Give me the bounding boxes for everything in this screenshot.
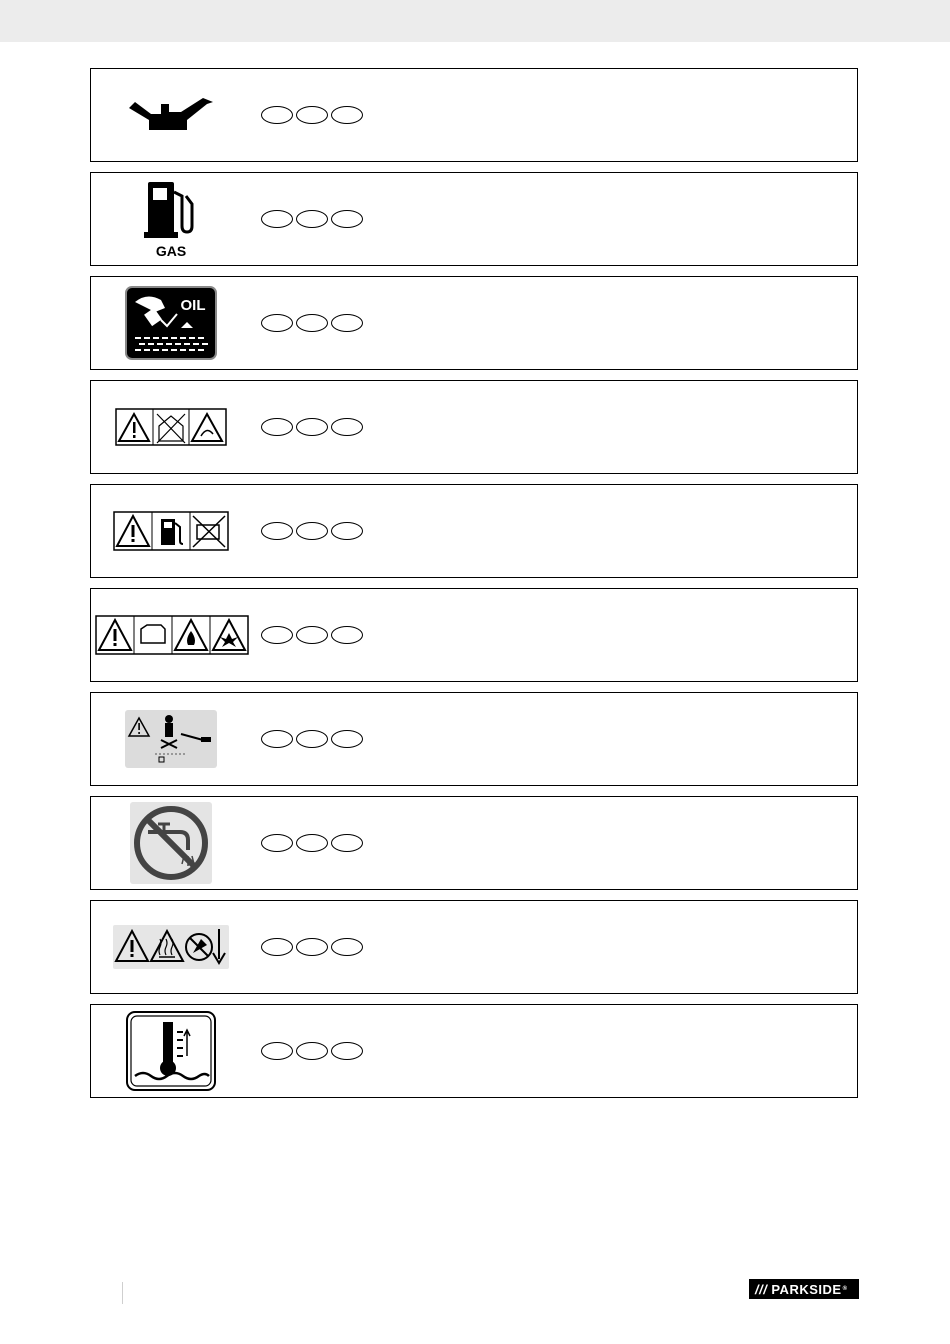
language-oval [331, 938, 363, 956]
bystanders-away-warning-icon [91, 693, 251, 785]
logo-text: PARKSIDE [771, 1281, 842, 1297]
symbol-row-fire-explosion [90, 588, 858, 682]
language-oval [331, 418, 363, 436]
language-oval [296, 210, 328, 228]
parkside-logo [749, 1279, 859, 1299]
footer-divider [122, 1282, 123, 1304]
language-oval [331, 210, 363, 228]
language-oval [261, 106, 293, 124]
symbol-row-no-water [90, 796, 858, 890]
language-oval [261, 522, 293, 540]
language-oval [296, 522, 328, 540]
language-oval [296, 730, 328, 748]
hot-surface-warning-icon [91, 901, 251, 993]
language-ovals [261, 834, 363, 852]
no-water-spray-icon [91, 797, 251, 889]
language-oval [296, 314, 328, 332]
oil-label: OIL [180, 297, 206, 314]
language-oval [331, 314, 363, 332]
symbol-row-no-indoor [90, 380, 858, 474]
language-oval [331, 730, 363, 748]
language-oval [261, 210, 293, 228]
symbol-row-no-refuel-running [90, 484, 858, 578]
logo-stripes: /// [755, 1281, 768, 1297]
language-oval [296, 626, 328, 644]
language-oval [331, 106, 363, 124]
language-oval [261, 418, 293, 436]
oil-can-icon [91, 69, 251, 161]
language-oval [331, 834, 363, 852]
language-ovals [261, 1042, 363, 1060]
engine-fire-explosion-warning-icon [95, 589, 255, 681]
language-oval [296, 106, 328, 124]
language-oval [261, 314, 293, 332]
registered-mark: ® [842, 1286, 848, 1292]
symbol-row-hot-surface [90, 900, 858, 994]
language-ovals [261, 418, 363, 436]
language-ovals [261, 106, 363, 124]
language-oval [261, 938, 293, 956]
language-oval [296, 1042, 328, 1060]
language-ovals [261, 938, 363, 956]
language-oval [331, 626, 363, 644]
language-ovals [261, 210, 363, 228]
no-refuel-running-warning-icon [91, 485, 251, 577]
language-ovals [261, 314, 363, 332]
language-oval [331, 1042, 363, 1060]
page-header-band [0, 0, 950, 42]
language-oval [331, 522, 363, 540]
language-oval [261, 1042, 293, 1060]
oil-fill-icon [91, 277, 251, 369]
gas-label: GAS [155, 243, 187, 259]
language-ovals [261, 626, 363, 644]
language-oval [296, 418, 328, 436]
symbol-row-coolant-temperature [90, 1004, 858, 1098]
symbol-row-oil-can [90, 68, 858, 162]
coolant-temperature-icon [91, 1005, 251, 1097]
language-oval [261, 626, 293, 644]
language-oval [296, 938, 328, 956]
symbol-row-gas [90, 172, 858, 266]
language-ovals [261, 522, 363, 540]
fuel-pump-icon [91, 173, 251, 265]
language-oval [261, 730, 293, 748]
no-indoor-exhaust-warning-icon [91, 381, 251, 473]
language-ovals [261, 730, 363, 748]
language-oval [261, 834, 293, 852]
symbol-row-bystanders [90, 692, 858, 786]
language-oval [296, 834, 328, 852]
symbol-row-oil-fill [90, 276, 858, 370]
